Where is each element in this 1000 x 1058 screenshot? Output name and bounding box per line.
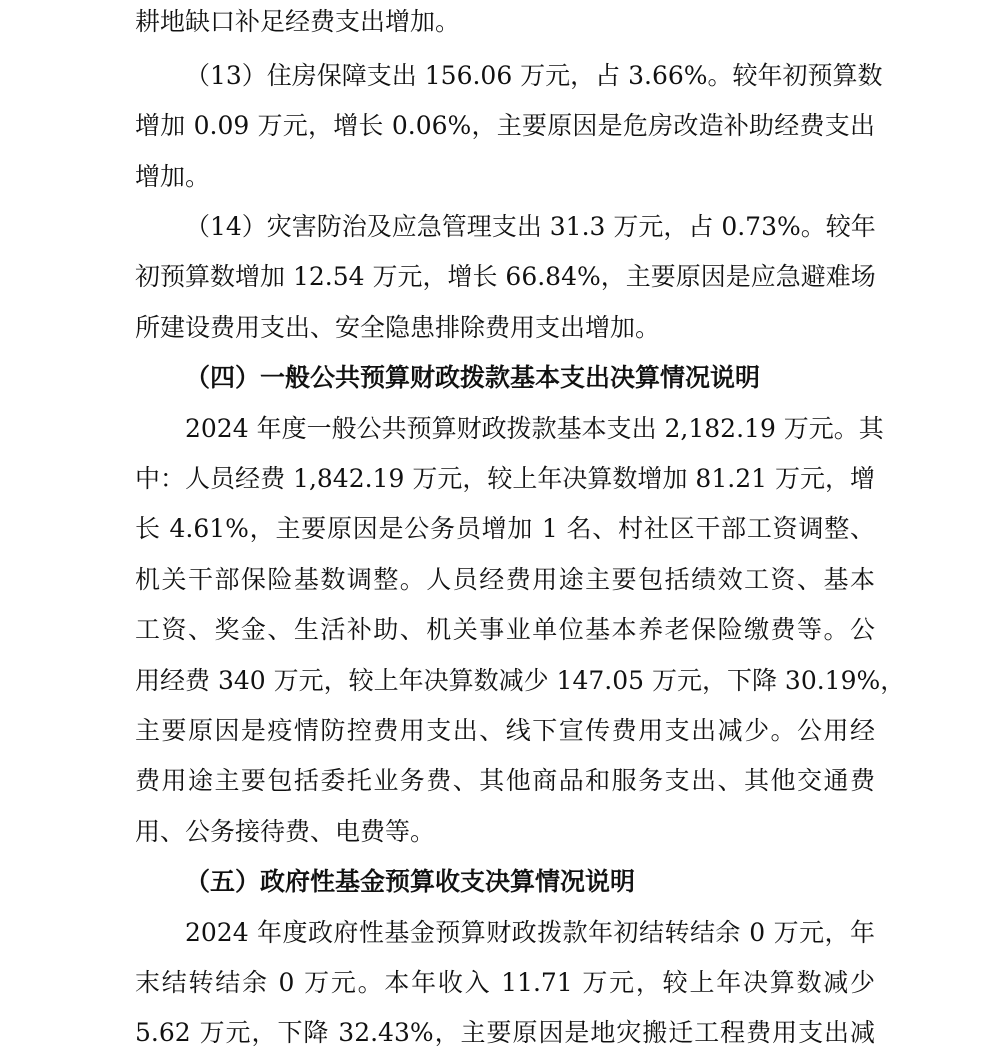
paragraph-line: 中：人员经费 1,842.19 万元，较上年决算数增加 81.21 万元，增 — [135, 464, 875, 493]
paragraph-line: 用经费 340 万元，较上年决算数减少 147.05 万元，下降 30.19%， — [135, 666, 906, 695]
paragraph-line: 耕地缺口补足经费支出增加。 — [135, 7, 461, 36]
paragraph-line: （14）灾害防治及应急管理支出 31.3 万元，占 0.73%。较年 — [185, 212, 876, 241]
paragraph-line: 长 4.61%，主要原因是公务员增加 1 名、村社区干部工资调整、 — [135, 514, 875, 543]
paragraph-line: 5.62 万元，下降 32.43%，主要原因是地灾搬迁工程费用支出减 — [135, 1018, 875, 1047]
paragraph-line: 用、公务接待费、电费等。 — [135, 817, 436, 846]
paragraph-line: 初预算数增加 12.54 万元，增长 66.84%，主要原因是应急避难场 — [135, 262, 876, 291]
paragraph-line: 机关干部保险基数调整。人员经费用途主要包括绩效工资、基本 — [135, 565, 875, 594]
section-heading: （五）政府性基金预算收支决算情况说明 — [185, 867, 636, 896]
paragraph-line: 末结转结余 0 万元。本年收入 11.71 万元，较上年决算数减少 — [135, 968, 875, 997]
paragraph-line: 所建设费用支出、安全隐患排除费用支出增加。 — [135, 313, 661, 342]
paragraph-line: 工资、奖金、生活补助、机关事业单位基本养老保险缴费等。公 — [135, 615, 875, 644]
paragraph-line: 2024 年度一般公共预算财政拨款基本支出 2,182.19 万元。其 — [185, 414, 884, 443]
paragraph-line: 增加 0.09 万元，增长 0.06%，主要原因是危房改造补助经费支出 — [135, 111, 875, 140]
paragraph-line: 增加。 — [135, 162, 211, 191]
paragraph-line: 主要原因是疫情防控费用支出、线下宣传费用支出减少。公用经 — [135, 716, 875, 745]
paragraph-line: 2024 年度政府性基金预算财政拨款年初结转结余 0 万元，年 — [185, 918, 875, 947]
section-heading: （四）一般公共预算财政拨款基本支出决算情况说明 — [185, 363, 761, 392]
paragraph-line: 费用途主要包括委托业务费、其他商品和服务支出、其他交通费 — [135, 766, 875, 795]
paragraph-line: （13）住房保障支出 156.06 万元，占 3.66%。较年初预算数 — [185, 61, 883, 90]
